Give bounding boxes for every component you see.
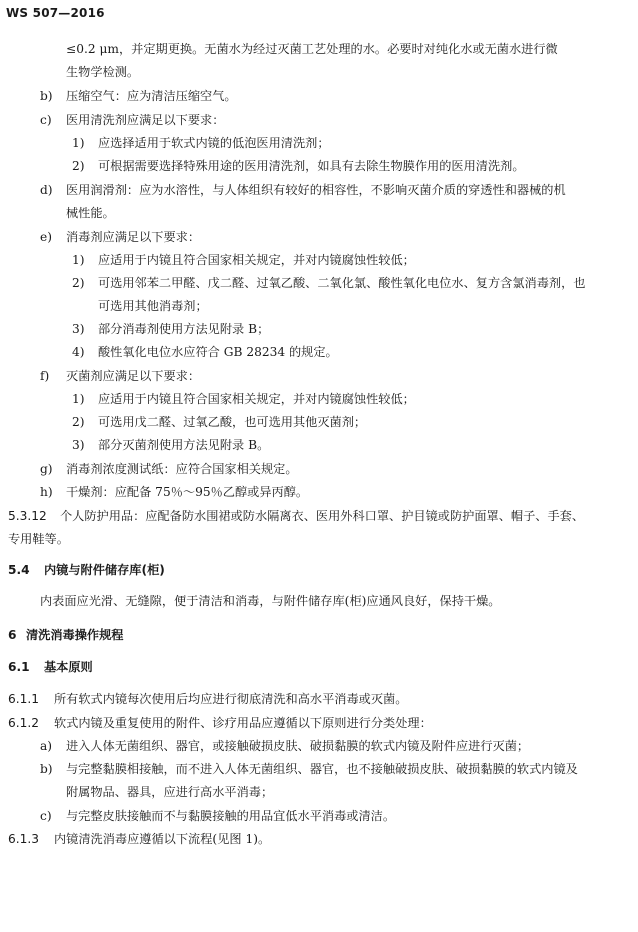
clause-number: 6.1.3 bbox=[8, 832, 40, 846]
list-label: e) bbox=[40, 230, 52, 244]
chapter-title: 清洗消毒操作规程 bbox=[26, 628, 124, 642]
section-number: 5.4 bbox=[8, 563, 30, 577]
sublist-label: 1) bbox=[72, 253, 85, 267]
sublist-label: 2) bbox=[72, 159, 85, 173]
paragraph-line: ≤0.2 μm，并定期更换。无菌水为经过灭菌工艺处理的水。必要时对纯化水或无菌水进行微 bbox=[66, 42, 558, 56]
list-label: c) bbox=[40, 809, 52, 823]
list-item: 医用清洗剂应满足以下要求： bbox=[66, 113, 225, 127]
chapter-number: 6 bbox=[8, 628, 17, 642]
list-item: 医用润滑剂：应为水溶性，与人体组织有较好的相容性，不影响灭菌介质的穿透性和器械的机 bbox=[66, 183, 566, 197]
list-label: a) bbox=[40, 739, 53, 753]
list-label: g) bbox=[40, 462, 53, 476]
sublist-item-cont: 可选用其他消毒剂； bbox=[98, 299, 208, 313]
clause-number: 5.3.12 bbox=[8, 509, 47, 523]
sublist-item: 应适用于内镜且符合国家相关规定，并对内镜腐蚀性较低； bbox=[98, 392, 415, 406]
list-item: 灭菌剂应满足以下要求： bbox=[66, 369, 201, 383]
list-label: d) bbox=[40, 183, 53, 197]
list-label: c) bbox=[40, 113, 52, 127]
document-code: WS 507—2016 bbox=[6, 6, 105, 20]
paragraph-line: 生物学检测。 bbox=[66, 65, 140, 79]
sublist-label: 3) bbox=[72, 322, 85, 336]
section-title: 内镜与附件储存库(柜) bbox=[44, 563, 165, 577]
sublist-item: 应选择适用于软式内镜的低泡医用清洗剂； bbox=[98, 136, 330, 150]
section-title: 基本原则 bbox=[44, 660, 93, 674]
list-item: 消毒剂应满足以下要求： bbox=[66, 230, 201, 244]
list-item: 进入人体无菌组织、器官，或接触破损皮肤、破损黏膜的软式内镜及附件应进行灭菌； bbox=[66, 739, 530, 753]
clause-text: 所有软式内镜每次使用后均应进行彻底清洗和高水平消毒或灭菌。 bbox=[54, 692, 408, 706]
sublist-item: 可根据需要选择特殊用途的医用清洗剂，如具有去除生物膜作用的医用清洗剂。 bbox=[98, 159, 525, 173]
clause-text: 个人防护用品：应配备防水围裙或防水隔离衣、医用外科口罩、护目镜或防护面罩、帽子、手套、 bbox=[60, 509, 585, 523]
list-label: b) bbox=[40, 89, 53, 103]
list-item: 与完整黏膜相接触，而不进入人体无菌组织、器官，也不接触破损皮肤、破损黏膜的软式内镜及 bbox=[66, 762, 578, 776]
sublist-label: 3) bbox=[72, 438, 85, 452]
sublist-item: 应适用于内镜且符合国家相关规定，并对内镜腐蚀性较低； bbox=[98, 253, 415, 267]
list-item: 干燥剂：应配备 75％～95％乙醇或异丙醇。 bbox=[66, 485, 309, 499]
sublist-label: 4) bbox=[72, 345, 85, 359]
list-label: b) bbox=[40, 762, 53, 776]
sublist-label: 1) bbox=[72, 392, 85, 406]
list-item: 压缩空气：应为清洁压缩空气。 bbox=[66, 89, 237, 103]
section-number: 6.1 bbox=[8, 660, 30, 674]
sublist-item: 酸性氧化电位水应符合 GB 28234 的规定。 bbox=[98, 345, 338, 359]
sublist-item: 部分灭菌剂使用方法见附录 B。 bbox=[98, 438, 270, 452]
sublist-label: 1) bbox=[72, 136, 85, 150]
sublist-item: 可选用邻苯二甲醛、戊二醛、过氧乙酸、二氧化氯、酸性氧化电位水、复方含氯消毒剂，也 bbox=[98, 276, 586, 290]
list-item: 与完整皮肤接触而不与黏膜接触的用品宜低水平消毒或清洁。 bbox=[66, 809, 396, 823]
clause-text: 软式内镜及重复使用的附件、诊疗用品应遵循以下原则进行分类处理： bbox=[54, 716, 432, 730]
sublist-item: 可选用戊二醛、过氧乙酸，也可选用其他灭菌剂； bbox=[98, 415, 367, 429]
sublist-label: 2) bbox=[72, 276, 85, 290]
list-item-cont: 械性能。 bbox=[66, 206, 115, 220]
clause-text-cont: 专用鞋等。 bbox=[8, 532, 69, 546]
paragraph-line: 内表面应光滑、无缝隙，便于清洁和消毒，与附件储存库(柜)应通风良好，保持干燥。 bbox=[40, 594, 501, 608]
list-item: 消毒剂浓度测试纸：应符合国家相关规定。 bbox=[66, 462, 298, 476]
clause-number: 6.1.2 bbox=[8, 716, 40, 730]
sublist-item: 部分消毒剂使用方法见附录 B； bbox=[98, 322, 270, 336]
sublist-label: 2) bbox=[72, 415, 85, 429]
list-label: h) bbox=[40, 485, 53, 499]
list-item-cont: 附属物品、器具，应进行高水平消毒； bbox=[66, 785, 274, 799]
clause-text: 内镜清洗消毒应遵循以下流程(见图 1)。 bbox=[54, 832, 271, 846]
clause-number: 6.1.1 bbox=[8, 692, 40, 706]
list-label: f) bbox=[40, 369, 50, 383]
